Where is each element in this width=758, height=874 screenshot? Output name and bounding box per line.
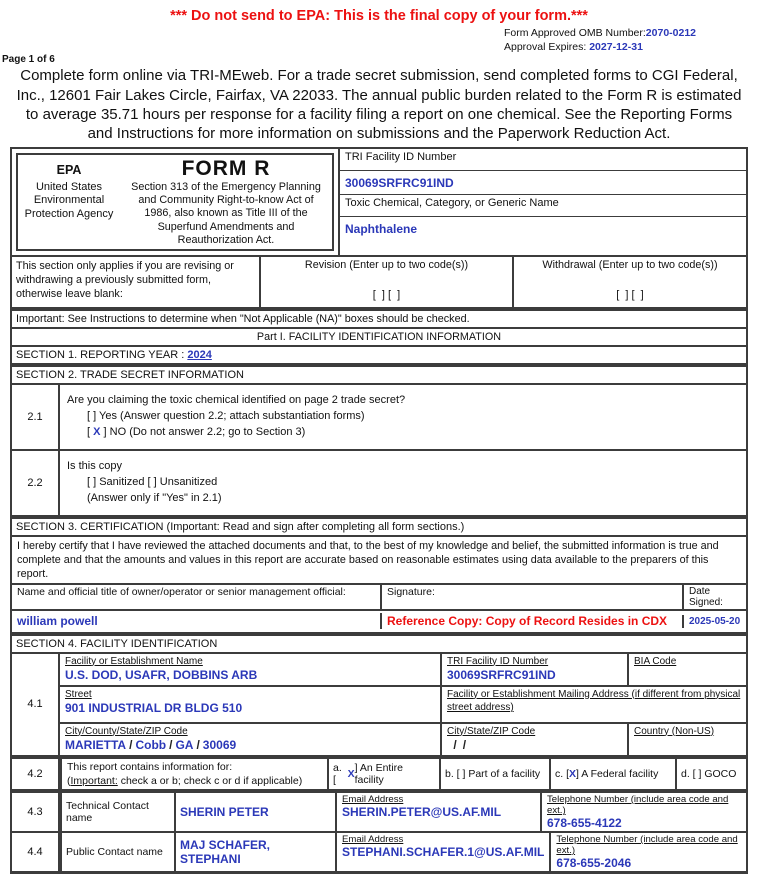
row-4-3 [12,789,746,831]
epa-agency-name: United States Environmental Protection Agency [24,180,114,221]
public-contact-name: MAJ SCHAFER, STEPHANI [174,833,335,871]
row-4-2-number: 4.2 [12,759,60,789]
question-2-2-number: 2.2 [12,451,60,515]
epa-agency-block [18,155,120,249]
important-note: Important: See Instructions to determine when "Not Applicable (NA)" boxes should be checked. [12,307,746,327]
omb-number-value: 2070-0212 [645,27,697,39]
revision-code-boxes: [ ] [ ] [372,288,401,301]
owner-name-value: william powell [17,614,98,629]
epa-form-cell [12,149,338,255]
omb-approval-block [504,26,734,54]
row-4-1-grid [60,654,746,755]
question-2-1-row [12,383,746,449]
tri-facility-id-label: TRI Facility ID Number [345,151,457,164]
question-2-1-number: 2.1 [12,385,60,449]
checkbox-option-text: ] An Entire facility [354,761,404,786]
report-scope-line1: This report contains information for: [67,760,233,773]
phone-label: Telephone Number (include area code and ext.) [547,794,729,817]
technical-contact-email: SHERIN.PETER@US.AF.MIL [342,805,502,820]
federal-facility-checkbox [549,759,675,789]
row-4-4-number: 4.4 [12,833,60,871]
page-indicator: Page 1 of 6 [2,54,55,66]
omb-number-label: Form Approved OMB Number: [504,27,646,39]
slash-separator: / [453,738,457,753]
technical-contact-phone-cell [540,793,746,831]
state-value: GA [175,738,194,753]
question-2-2-body [60,451,746,515]
section1-label: SECTION 1. REPORTING YEAR : [16,348,188,361]
form-title: FORM R [181,157,271,181]
mailing-address-label: Facility or Establishment Mailing Address (if different from physical street address) [447,688,741,714]
slash-separator: / [129,738,133,753]
withdrawal-label: Withdrawal (Enter up to two code(s)) [542,258,718,271]
city-county-cell [60,724,440,755]
epa-box [16,153,334,251]
bia-code-label: BIA Code [634,655,677,667]
date-signed-value: 2025-05-20 [682,615,746,628]
form-r-table [10,147,748,874]
approval-expires-label: Approval Expires: [504,41,590,54]
form-subtitle: Section 313 of the Emergency Planning and Community Right-to-know Act of 1986, also known as Title III of the Superfund Amendments and Reauthorization Act. [131,181,321,246]
mailing-address-cell [440,687,746,722]
row-4-1-number: 4.1 [12,654,60,755]
part-of-facility-checkbox: b. [ ] Part of a facility [439,759,549,789]
report-scope-line2-rest: check a or b; check c or d if applicable) [117,774,303,787]
zip-value: 30069 [202,738,237,753]
question-2-2-checkboxes: [ ] Sanitized [ ] Unsanitized [87,475,218,488]
question-2-2-row [12,449,746,515]
paren: ( [67,774,71,787]
signature-value: Reference Copy: Copy of Record Resides in CDX [380,613,682,629]
revision-withdrawal-strip [12,255,746,307]
technical-contact-email-cell [335,793,540,831]
row-4-1 [12,652,746,755]
slash-separator: / [462,738,467,753]
mailing-city-label: City/State/ZIP Code [447,725,536,737]
facility-id-block [338,149,746,255]
signature-label: Signature: [380,585,682,609]
revision-note: This section only applies if you are revising or withdrawing a previously submitted form, otherwise leave blank: [16,259,234,301]
phone-label: Telephone Number (include area code and ext.) [556,834,738,857]
row-4-2 [12,755,746,789]
city-value: MARIETTA [65,738,127,753]
form-r-page [0,8,758,871]
technical-contact-name: SHERIN PETER [174,793,335,831]
bia-code-cell [627,654,746,685]
public-contact-email-cell [335,833,549,871]
withdrawal-code-boxes: [ ] [ ] [616,288,644,301]
reporting-year-value: 2024 [187,348,212,361]
question-2-1-body [60,385,746,449]
important-word: Important: [70,774,118,787]
row-4-4 [12,831,746,871]
checkbox-bracket: [ [87,425,94,438]
approval-expires-line [504,40,734,54]
checkbox-bracket: a. [ [333,761,342,786]
tri-id-value: 30069SRFRC91IND [447,668,556,683]
checkbox-x-mark: X [569,767,577,780]
omb-number-line [504,26,734,40]
revision-cell [259,257,512,307]
toxic-chemical-value: Naphthalene [340,216,746,240]
public-contact-phone: 678-655-2046 [556,856,632,871]
technical-contact-phone: 678-655-4122 [547,816,622,831]
approval-expires-value: 2027-12-31 [589,41,643,54]
checkbox-option-text: ] A Federal facility [576,767,659,780]
checkbox-x-mark: X [93,425,101,438]
question-2-2-note: (Answer only if "Yes" in 2.1) [87,491,222,504]
epa-logo-text: EPA [56,163,82,178]
tri-id-cell [440,654,627,685]
email-label: Email Address [342,834,404,846]
report-scope-description [60,759,327,789]
warning-banner: *** Do not send to EPA: This is the final copy of your form.*** [170,8,588,24]
owner-name-label: Name and official title of owner/operator or senior management official: [17,585,346,598]
tri-id-label: TRI Facility ID Number [447,655,549,667]
facility-name-cell [60,654,440,685]
question-2-2-text: Is this copy [67,459,123,472]
part1-title: Part I. FACILITY IDENTIFICATION INFORMATION [12,327,746,345]
facility-name-label: Facility or Establishment Name [65,655,203,667]
slash-separator: / [196,738,200,753]
street-value: 901 INDUSTRIAL DR BLDG 510 [65,701,243,716]
email-label: Email Address [342,794,404,806]
street-cell [60,687,440,722]
slash-separator: / [169,738,173,753]
public-contact-label: Public Contact name [60,833,174,871]
public-contact-phone-cell [549,833,746,871]
signature-header-row [12,583,746,609]
country-label: Country (Non-US) [634,725,715,737]
street-row [60,685,746,722]
street-label: Street [65,688,92,700]
tri-facility-id-value: 30069SRFRC91IND [340,170,746,194]
intro-paragraph: Complete form online via TRI-MEweb. For a trade secret submission, send completed forms to CGI Federal, Inc., 12601 Fair Lakes Circle, Fairfax, VA 22033. The annual public burden related to the Form R is estimated to average 35.71 hours per response for a facility filing a report on one chemical. See the Reporting Forms and Instructions for more information on submissions and the Paperwork Reduction Act. [16,67,742,142]
report-scope-line2 [67,774,322,788]
section1-row [12,345,746,363]
city-county-value [65,738,435,752]
checkbox-option-text: ] NO (Do not answer 2.2; go to Section 3) [100,425,306,438]
certification-text: I hereby certify that I have reviewed the attached documents and that, to the best of my knowledge and belief, the submitted information is true and complete and that the amounts and values in this report are accurate based on reasonable estimates using data available to the preparers of this report. [12,535,746,583]
form-header [12,149,746,255]
toxic-chemical-label: Toxic Chemical, Category, or Generic Name [340,194,746,216]
section4-title: SECTION 4. FACILITY IDENTIFICATION [12,632,746,652]
question-2-1-text: Are you claiming the toxic chemical identified on page 2 trade secret? [67,393,406,406]
question-2-1-yes-checkbox: [ ] Yes (Answer question 2.2; attach substantiation forms) [87,409,365,422]
checkbox-x-mark: X [347,767,355,780]
signature-value-row [12,609,746,632]
section3-title: SECTION 3. CERTIFICATION (Important: Read and sign after completing all form sections.) [12,515,746,535]
facility-name-row [60,654,746,685]
section2-title: SECTION 2. TRADE SECRET INFORMATION [12,363,746,383]
entire-facility-checkbox [327,759,439,789]
goco-checkbox: d. [ ] GOCO [675,759,746,789]
row-4-3-number: 4.3 [12,793,60,831]
question-2-1-no-checkbox [67,425,740,441]
county-value: Cobb [135,738,167,753]
mailing-city-value [447,738,622,752]
withdrawal-cell [512,257,746,307]
city-county-label: City/County/State/ZIP Code [65,725,188,737]
country-cell [627,724,746,755]
date-signed-label: Date Signed: [682,585,746,609]
mailing-city-cell [440,724,627,755]
city-row [60,722,746,755]
public-contact-email: STEPHANI.SCHAFER.1@US.AF.MIL [342,845,545,860]
revision-label: Revision (Enter up to two code(s)) [304,258,469,271]
checkbox-bracket: c. [ [555,767,570,780]
form-title-block [120,155,332,249]
technical-contact-label: Technical Contact name [60,793,174,831]
facility-name-value: U.S. DOD, USAFR, DOBBINS ARB [65,668,258,683]
